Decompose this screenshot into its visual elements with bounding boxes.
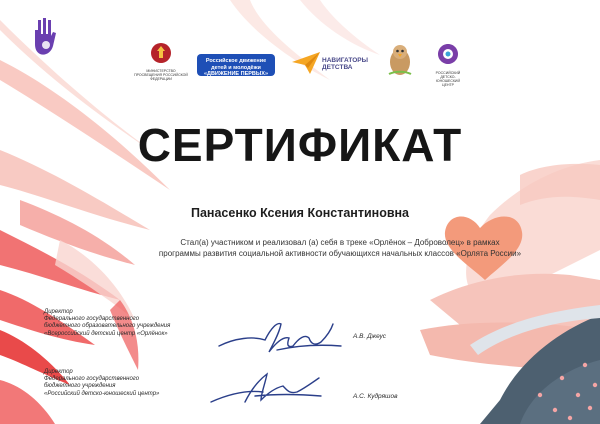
description-line: программы развития социальной активности обучающихся начальных классов «Орлята России» bbox=[158, 248, 522, 258]
movement-logo: Российское движение детей и молодёжи «ДВИЖЕНИЕ ПЕРВЫХ» bbox=[197, 54, 275, 76]
partner-logos bbox=[0, 40, 600, 100]
youth-center-logo bbox=[430, 42, 466, 87]
certificate-description bbox=[70, 238, 600, 259]
signatory-role: Директор bbox=[44, 369, 73, 375]
hands-decoration bbox=[420, 160, 600, 424]
signatory-org-line: Федерального государственного bbox=[44, 316, 140, 323]
signature-image bbox=[205, 368, 325, 408]
paper-plane-icon bbox=[292, 52, 320, 74]
eaglet-icon bbox=[383, 40, 417, 80]
signatory-role: Директор bbox=[44, 309, 73, 315]
signatory-name: А.В. Джеус bbox=[353, 333, 387, 340]
orlyata-logo bbox=[383, 40, 417, 80]
signature-image bbox=[215, 316, 345, 360]
signatory-org-line: бюджетного учреждения bbox=[44, 383, 116, 390]
description-line: Стал(а) участником и реализовал (а) себя в треке «Орлёнок – Доброволец» в рамках bbox=[180, 238, 500, 247]
signatory-org-line: «Российский детско-юношеский центр» bbox=[44, 390, 160, 397]
navigators-logo bbox=[292, 50, 368, 76]
emblem-icon bbox=[150, 42, 172, 64]
signatory-org-line: Федерального государственного bbox=[44, 376, 140, 383]
recipient-name: Панасенко Ксения Константиновна bbox=[190, 206, 410, 220]
signatory-block bbox=[44, 369, 159, 398]
certificate-title: СЕРТИФИКАТ bbox=[137, 119, 463, 171]
ministry-logo bbox=[134, 42, 188, 81]
signatory-block bbox=[44, 309, 170, 338]
navigators-text: НАВИГАТОРЫ ДЕТСТВА bbox=[322, 57, 368, 71]
center-caption: РОССИЙСКИЙ ДЕТСКО-ЮНОШЕСКИЙ ЦЕНТР bbox=[435, 71, 461, 87]
center-emblem-icon bbox=[436, 42, 460, 66]
signatory-org-line: «Всероссийский детский центр «Орлёнок» bbox=[44, 330, 168, 337]
signatory-org-line: бюджетного образовательного учреждения bbox=[44, 323, 171, 330]
signatory-name: А.С. Кудряшов bbox=[353, 393, 398, 400]
ministry-caption: МИНИСТЕРСТВО ПРОСВЕЩЕНИЯ РОССИЙСКОЙ ФЕДЕРАЦИИ bbox=[134, 69, 188, 81]
